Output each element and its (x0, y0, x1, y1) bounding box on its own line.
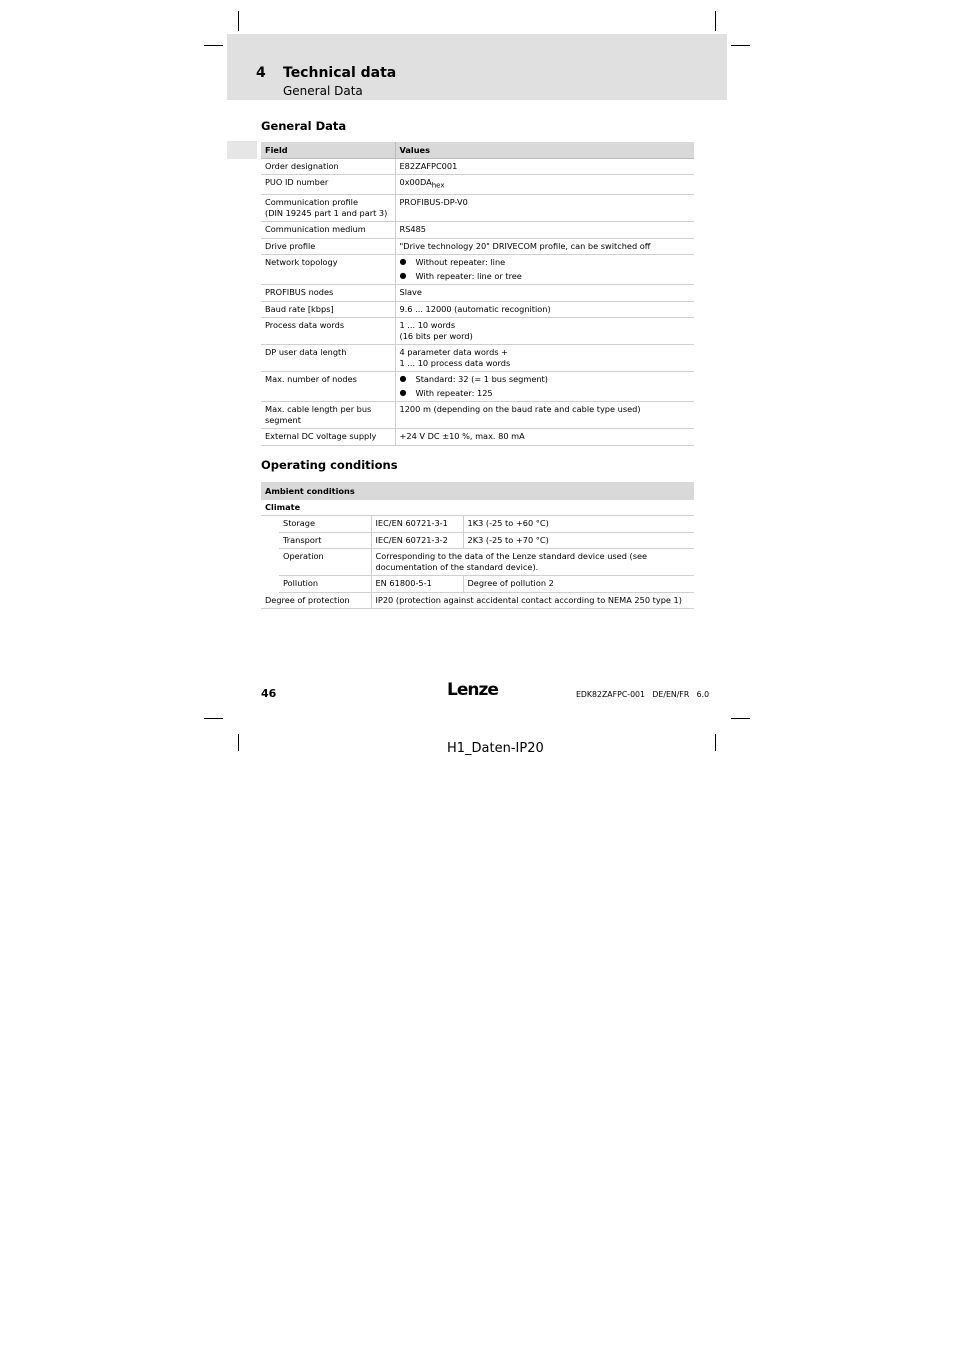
bullet-text: With repeater: 125 (415, 387, 493, 398)
indent-cell (261, 549, 279, 576)
field-cell: Drive profile (261, 238, 395, 255)
value-cell (395, 402, 694, 429)
value-text: "Drive technology 20" DRIVECOM profile, can be switched off (399, 240, 651, 251)
chapter-number: 4 (256, 65, 266, 81)
page-number: 46 (261, 687, 277, 700)
protection-name: Degree of protection (261, 592, 371, 609)
crop-mark (204, 718, 223, 719)
field-cell: Process data words (261, 318, 395, 345)
operating-conditions-table (261, 482, 694, 609)
climate-row (261, 576, 694, 593)
table-row (261, 238, 694, 255)
climate-row (261, 549, 694, 576)
bullet-text: Without repeater: line (415, 257, 506, 268)
value-text: PROFIBUS-DP-V0 (399, 197, 468, 208)
field-cell: Order designation (261, 158, 395, 175)
value-cell (395, 429, 694, 446)
value-text: 1200 m (depending on the baud rate and cable type used) (399, 404, 641, 415)
field-cell: Max. number of nodes (261, 372, 395, 402)
value-text: 4 parameter data words + 1 ... 10 process data words (399, 347, 511, 368)
general-data-table (261, 142, 694, 446)
condition-value: 2K3 (-25 to +70 °C) (463, 532, 694, 549)
bullet-item (400, 388, 691, 399)
field-cell: External DC voltage supply (261, 429, 395, 446)
column-header-values: Values (395, 142, 694, 158)
climate-label: Climate (261, 500, 694, 516)
bullet-item (400, 374, 691, 385)
value-text: 9.6 ... 12000 (automatic recognition) (399, 303, 551, 314)
bullet-item (400, 271, 691, 282)
section-title-general: General Data (261, 119, 347, 133)
chapter-title: Technical data (283, 65, 397, 81)
table-row (261, 429, 694, 446)
table-row (261, 255, 694, 285)
value-cell (395, 255, 694, 285)
condition-standard: EN 61800-5-1 (371, 576, 463, 593)
condition-name: Storage (279, 516, 371, 533)
document-code: EDK82ZAFPC-001 DE/EN/FR 6.0 (576, 690, 710, 699)
indent-cell (261, 532, 279, 549)
table-row (261, 285, 694, 302)
crop-mark (731, 45, 750, 46)
value-cell (395, 318, 694, 345)
crop-mark (238, 11, 239, 31)
table-header-row (261, 142, 694, 158)
value-subscript: hex (431, 181, 445, 190)
bullet-text: With repeater: line or tree (415, 270, 522, 281)
table-row (261, 195, 694, 222)
condition-name: Operation (279, 549, 371, 576)
crop-mark (731, 718, 750, 719)
value-text: E82ZAFPC001 (399, 160, 458, 171)
condition-value: 1K3 (-25 to +60 °C) (463, 516, 694, 533)
value-text: 1 ... 10 words (16 bits per word) (399, 320, 473, 341)
protection-value: IP20 (protection against accidental contact according to NEMA 250 type 1) (371, 592, 694, 609)
value-cell (395, 285, 694, 302)
bullet-icon: ● (399, 387, 407, 397)
protection-row (261, 592, 694, 609)
bullet-text: Standard: 32 (= 1 bus segment) (415, 374, 548, 385)
condition-name: Transport (279, 532, 371, 549)
table-row (261, 318, 694, 345)
table-row (261, 175, 694, 195)
side-tab-marker (227, 141, 257, 159)
value-cell (395, 222, 694, 239)
value-cell (395, 372, 694, 402)
field-cell: DP user data length (261, 345, 395, 372)
value-cell (395, 158, 694, 175)
value-cell (395, 301, 694, 318)
condition-standard: IEC/EN 60721-3-1 (371, 516, 463, 533)
field-cell: Communication profile (DIN 19245 part 1 and part 3) (261, 195, 395, 222)
crop-mark (715, 734, 716, 751)
value-text: +24 V DC ±10 %, max. 80 mA (399, 431, 525, 442)
table-row (261, 345, 694, 372)
field-cell: Communication medium (261, 222, 395, 239)
condition-name: Pollution (279, 576, 371, 593)
table-header-row (261, 482, 694, 500)
field-cell: Network topology (261, 255, 395, 285)
condition-description: Corresponding to the data of the Lenze standard device used (see documentation of the standard device). (371, 549, 694, 576)
field-cell: Max. cable length per bus segment (261, 402, 395, 429)
table-row (261, 372, 694, 402)
climate-row (261, 516, 694, 533)
bullet-icon: ● (399, 270, 407, 280)
table-row (261, 301, 694, 318)
value-text: Slave (399, 287, 422, 298)
value-cell (395, 175, 694, 195)
field-cell: PROFIBUS nodes (261, 285, 395, 302)
column-header-field: Field (261, 142, 395, 158)
field-cell: Baud rate [kbps] (261, 301, 395, 318)
crop-mark (238, 734, 239, 751)
lenze-logo: Lenze (447, 680, 498, 700)
table-row (261, 222, 694, 239)
bullet-item (400, 257, 691, 268)
indent-cell (261, 576, 279, 593)
table-row (261, 402, 694, 429)
section-title-operating: Operating conditions (261, 458, 398, 472)
condition-value: Degree of pollution 2 (463, 576, 694, 593)
value-cell (395, 345, 694, 372)
crop-mark (204, 45, 223, 46)
ambient-conditions-header: Ambient conditions (261, 482, 694, 500)
condition-standard: IEC/EN 60721-3-2 (371, 532, 463, 549)
value-cell (395, 195, 694, 222)
bullet-icon: ● (399, 257, 407, 267)
footer-label: H1_Daten-IP20 (447, 741, 544, 756)
chapter-subtitle: General Data (283, 84, 363, 98)
field-cell: PUO ID number (261, 175, 395, 195)
value-text: RS485 (399, 224, 427, 235)
climate-row (261, 532, 694, 549)
climate-row (261, 500, 694, 516)
table-row (261, 158, 694, 175)
bullet-icon: ● (399, 374, 407, 384)
indent-cell (261, 516, 279, 533)
value-cell (395, 238, 694, 255)
value-text: 0x00DA (399, 177, 432, 187)
crop-mark (715, 11, 716, 31)
